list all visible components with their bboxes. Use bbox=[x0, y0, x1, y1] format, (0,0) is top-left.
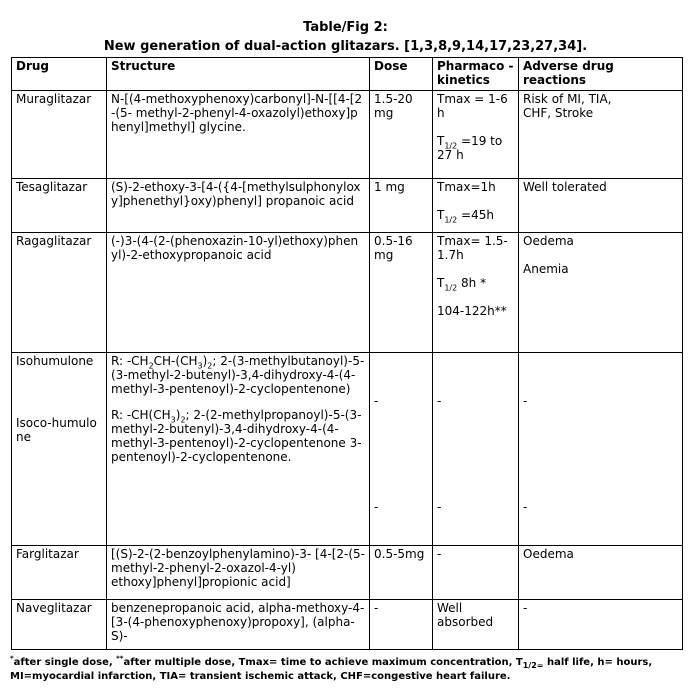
table-row bbox=[12, 91, 683, 179]
table-row bbox=[12, 600, 683, 650]
pk-cell: Well absorbed bbox=[433, 600, 519, 650]
adr-cell: Oedema bbox=[519, 546, 683, 600]
table-row bbox=[12, 233, 683, 353]
pk-half-life: $T_{1/2}$ 8h * bbox=[437, 276, 487, 293]
pk-half-life: $T_{1/2} =45h$ bbox=[437, 208, 494, 225]
adr-cell: Risk of MI, TIA, CHF, Stroke bbox=[519, 91, 683, 179]
header-adverse-reactions: Adverse drug reactions bbox=[519, 58, 683, 91]
pk-cell bbox=[433, 91, 519, 179]
structure-cell bbox=[107, 353, 370, 546]
pk-cell bbox=[433, 353, 519, 546]
dose-cell: 0.5-5mg bbox=[370, 546, 433, 600]
adr-cell bbox=[519, 353, 683, 546]
structure-cell: N-[(4-methoxyphenoxy)carbonyl]-N-[[4-[2-(5- methyl-2-phenyl-4-oxazolyl)ethoxy]phenyl]methyl] glycine. bbox=[107, 91, 370, 179]
drug-name-isocohumulone: Isoco-humulone bbox=[16, 416, 97, 444]
pk-half-life: $T_{1/2} =19$ to 27 h bbox=[437, 134, 503, 162]
pk-value: - bbox=[437, 394, 442, 408]
drug-cell: Farglitazar bbox=[12, 546, 107, 600]
pk-cell bbox=[433, 179, 519, 233]
pk-tmax: Tmax = 1-6 h bbox=[437, 92, 508, 120]
drug-cell: Ragaglitazar bbox=[12, 233, 107, 353]
dose-value: - bbox=[374, 500, 379, 514]
dose-cell: - bbox=[370, 600, 433, 650]
drug-cell: Muraglitazar bbox=[12, 91, 107, 179]
adr-cell: - bbox=[519, 600, 683, 650]
adr-cell bbox=[519, 233, 683, 353]
dose-cell: 1 mg bbox=[370, 179, 433, 233]
adr-item: - bbox=[523, 500, 528, 514]
pk-cell bbox=[433, 233, 519, 353]
adr-cell: Well tolerated bbox=[519, 179, 683, 233]
structure-cell: benzenepropanoic acid, alpha-methoxy-4-[3-(4-phenoxyphenoxy)propoxy], (alpha-S)- bbox=[107, 600, 370, 650]
table-title: Table/Fig 2: bbox=[303, 20, 388, 35]
adr-item: - bbox=[523, 394, 528, 408]
dose-cell: 0.5-16 mg bbox=[370, 233, 433, 353]
table-row bbox=[12, 546, 683, 600]
table-row bbox=[12, 179, 683, 233]
header-drug: Drug bbox=[12, 58, 107, 91]
adr-item: Oedema bbox=[523, 234, 574, 248]
table-footnote: *after single dose, **after multiple dose, Tmax= time to achieve maximum concentration, $T_{1/2=}$ half life, h= hours, MI=myocardial infarction, TIA= transient ischemic attack, CHF=congestive heart failure. bbox=[10, 654, 653, 682]
pk-multiple-dose: 104-122h** bbox=[437, 304, 507, 318]
structure-cell: (-)3-(4-(2-(phenoxazin-10-yl)ethoxy)phenyl)-2-ethoxypropanoic acid bbox=[107, 233, 370, 353]
dose-value: - bbox=[374, 394, 379, 408]
structure-cell: (S)-2-ethoxy-3-[4-({4-[methylsulphonyloxy]phenethyl}oxy)phenyl] propanoic acid bbox=[107, 179, 370, 233]
dose-cell bbox=[370, 353, 433, 546]
header-pharmacokinetics: Pharmaco -kinetics bbox=[433, 58, 519, 91]
drug-name-isohumulone: Isohumulone bbox=[16, 354, 94, 368]
glitazar-table bbox=[11, 57, 683, 650]
structure-cell: [(S)-2-(2-benzoylphenylamino)-3- [4-[2-(5-methyl-2-phenyl-2-oxazol-4-yl) ethoxy]phenyl]propionic acid] bbox=[107, 546, 370, 600]
pk-tmax: Tmax=1h bbox=[437, 180, 496, 194]
pk-value: - bbox=[437, 500, 442, 514]
drug-cell: Tesaglitazar bbox=[12, 179, 107, 233]
table-row bbox=[12, 353, 683, 546]
drug-cell bbox=[12, 353, 107, 546]
pk-cell: - bbox=[433, 546, 519, 600]
structure-isohumulone: R: $-CH_2CH-(CH_3)_2$; 2-(3-methylbutanoyl)-5-(3-methyl-2-butenyl)-3,4-dihydroxy-4-(4-methyl-3-pentenoyl)-2-cyclopentenone) bbox=[111, 354, 365, 396]
dose-cell: 1.5-20 mg bbox=[370, 91, 433, 179]
adr-item: Anemia bbox=[523, 262, 569, 276]
drug-cell: Naveglitazar bbox=[12, 600, 107, 650]
header-row bbox=[12, 58, 683, 91]
header-dose: Dose bbox=[370, 58, 433, 91]
table-subtitle: New generation of dual-action glitazars. [1,3,8,9,14,17,23,27,34]. bbox=[103, 39, 588, 54]
header-structure: Structure bbox=[107, 58, 370, 91]
pk-tmax: Tmax= 1.5-1.7h bbox=[437, 234, 508, 262]
structure-isocohumulone: R: $-CH(CH_3)_2$; 2-(2-methylpropanoyl)-5-(3-methyl-2-butenyl)-3,4-dihydroxy-4-(4-methyl-3-pentenoyl)-2-cyclopentenone 3-pentenoyl)-2-cyclopentenone. bbox=[111, 408, 362, 464]
